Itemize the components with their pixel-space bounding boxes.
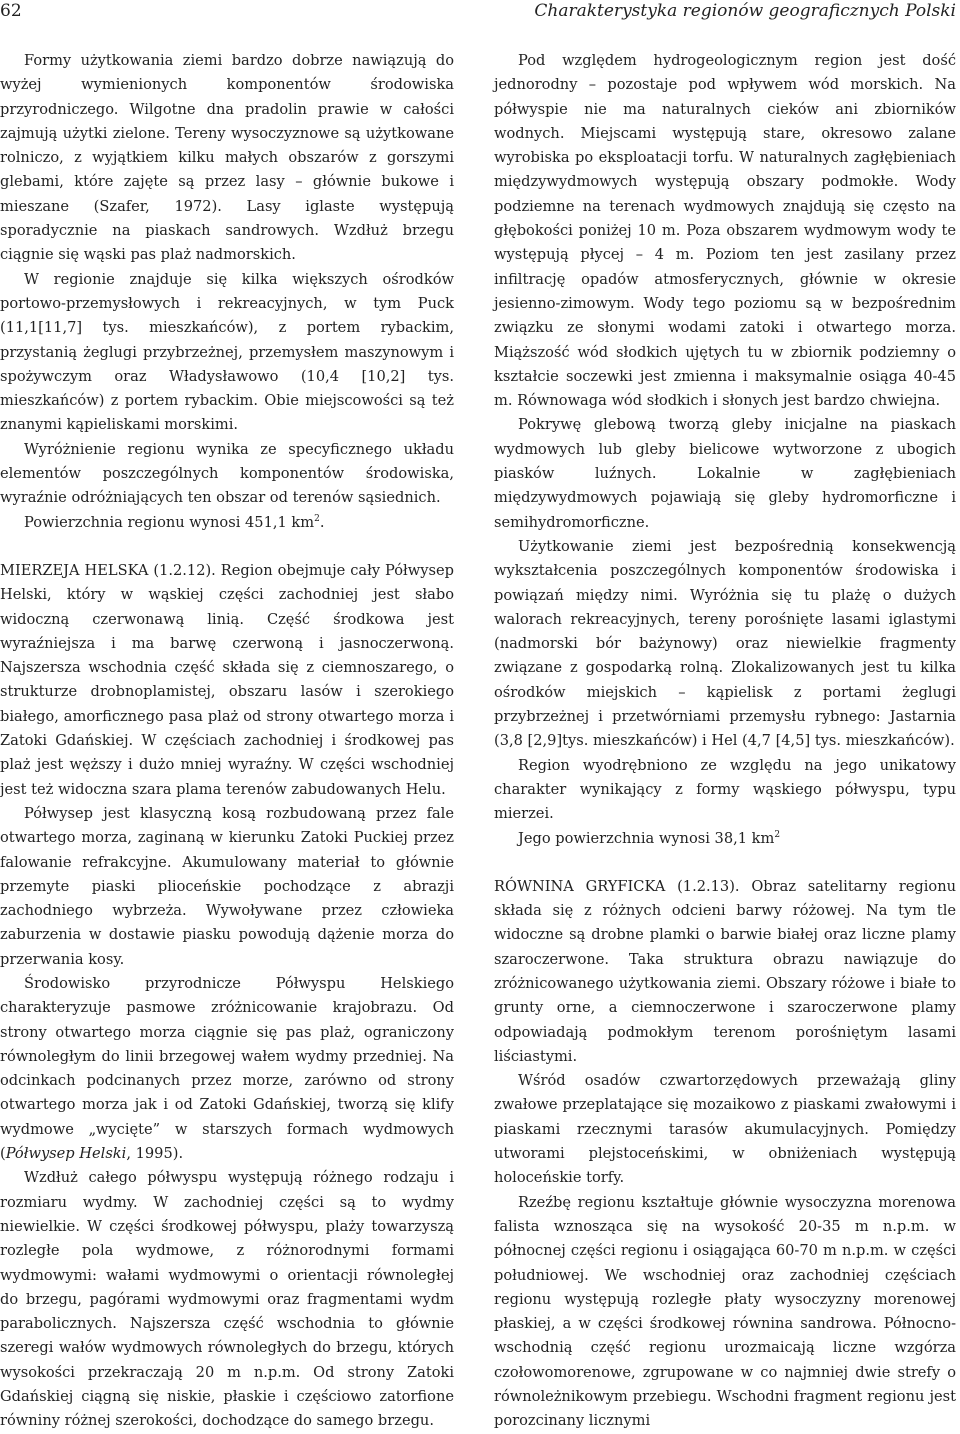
area-text: Powierzchnia regionu wynosi 451,1 km bbox=[24, 513, 315, 531]
paragraph: Rzeźbę regionu kształtuje głównie wysoczyzna morenowa falista wznosząca się na wysokość 20-35 m n.p.m. w północnej części regionu i osiągająca 60-70 m n.p.m. w części południowej. We wschodniej oraz zachodniej częściach regionu występują rozległe płaty wysoczyzny morenowej płaskiej, a w części środkowej równina sandrowa. Północno-wschodnią część regionu urozmaicają liczne wzgórza czołowomorenowe, zgrupowane w co najmniej dwie strefy o równoleżnikowym przebiegu. Wschodni fragment regionu jest porozcinany licznymi bbox=[494, 1193, 956, 1430]
area-period: . bbox=[319, 513, 325, 531]
paragraph-area bbox=[0, 511, 454, 535]
citation-title: Półwysep Helski bbox=[5, 1145, 127, 1163]
paragraph-text: Środowisko przyrodnicze Półwyspu Helskiego charakteryzuje pasmowe zróżnicowanie krajobrazu. Od strony otwartego morza ciągnie się pas plaż, ograniczony równoległym do linii brzegowej wałem wydmy przedniej. Na odcinkach podcinanych przez morze, zarówno od strony otwartego morza jak i od Zatoki Gdańskiej, tworzą się klify wydmowe „wycięte” w starszych formach wydmowych ( bbox=[0, 974, 454, 1163]
paragraph-with-citation bbox=[0, 972, 454, 1166]
paragraph: Pod względem hydrogeologicznym region jest dość jednorodny – pozostaje pod wpływem wód morskich. Na półwyspie nie ma naturalnych cieków ani zbiorników wodnych. Miejscami występują stare, okresowo zalane wyrobiska po eksploatacji torfu. W naturalnych zagłębieniach międzywydmowych występują obszary podmokłe. Wody podziemne na terenach wydmowych znajdują się często na głębokości poniżej 10 m. Poza obszarem wydmowym wody te występują płycej – 4 m. Poziom ten jest zasilany przez infiltrację opadów atmosferycznych, głównie w okresie jesienno-zimowym. Wody tego poziomu są w bezpośrednim związku ze słonymi wodami zatoki i otwartego morza. Miąższość wód słodkich ujętych tu w zbiornik podziemny o kształcie soczewki jest zmienna i maksymalnie osiąga 40-45 m. Równowaga wód słodkich i słonych jest bardzo chwiejna. bbox=[494, 52, 956, 410]
paragraph: W regionie znajduje się kilka większych ośrodków portowo-przemysłowych i rekreacyjnych, w tym Puck (11,1[11,7] tys. mieszkańców), z portem rybackim, przystanią żeglugi przybrzeżnej, przemysłem maszynowym i spożywczym oraz Władysławowo (10,4 [10,2] tys. mieszkańców) z portem rybackim. Obie miejscowości są też znanymi kąpieliskami morskimi. bbox=[0, 270, 454, 434]
right-column bbox=[494, 49, 956, 1434]
paragraph: Region wyodrębniono ze względu na jego unikatowy charakter wynikający z formy wąskiego półwyspu, typu mierzei. bbox=[494, 756, 956, 823]
area-superscript: 2 bbox=[774, 829, 781, 840]
page-header bbox=[0, 0, 960, 30]
paragraph: Wśród osadów czwartorzędowych przeważają gliny zwałowe przeplatające się mozaikowo z piaskami zwałowymi i piaskami rzecznymi tarasów akumulacyjnych. Pomiędzy utworami plejstoceńskimi, w obniżeniach występują holoceńskie torfy. bbox=[494, 1072, 956, 1187]
paragraph: Formy użytkowania ziemi bardzo dobrze nawiązują do wyżej wymienionych komponentów środowiska przyrodniczego. Wilgotne dna pradolin prawie w całości zajmują użytki zielone. Tereny wysoczyznowe są użytkowane rolniczo, z wyjątkiem kilku małych obszarów z gorszymi glebami, które zajęte są przez lasy – głównie bukowe i mieszane (Szafer, 1972). Lasy iglaste występują sporadycznie na piaskach sandrowych. Wzdłuż brzegu ciągnie się wąski pas plaż nadmorskich. bbox=[0, 52, 454, 264]
paragraph: Użytkowanie ziemi jest bezpośrednią konsekwencją wykształcenia poszczególnych komponentów środowiska i powiązań między nimi. Wyróżnia się tu plażę o dużych walorach rekreacyjnych, tereny porośnięte lasami iglastymi (nadmorski bór bażynowy) oraz niewielkie fragmenty związane z gospodarką rolną. Zlokalizowanych jest tu kilka ośrodków miejskich – kąpielisk z portami żeglugi przybrzeżnej i przetwórniami przemysłu rybnego: Jastarnia (3,8 [2,9]tys. mieszkańców) i Hel (4,7 [4,5] tys. mieszkańców). bbox=[494, 537, 956, 750]
paragraph: Pokrywę glebową tworzą gleby inicjalne na piaskach wydmowych lub gleby bielicowe wytworzone z ubogich piasków luźnych. Lokalnie w zagłębieniach międzywydmowych pojawiają się gleby hydromorficzne i semihydromorficzne. bbox=[494, 416, 956, 531]
paragraph-area bbox=[494, 827, 956, 851]
section-rownina-gryficka: RÓWNINA GRYFICKA (1.2.13). Obraz satelitarny regionu składa się z różnych odcieni barwy różowej. Na tym tle widoczne są drobne plamki o barwie białej oraz liczne plamy szaroczerwone. Taka struktura obrazu nawiązuje do zróżnicowanego użytkowania ziemi. Obszary różowe i białe to grunty orne, a ciemnoczerwone i szaroczerwone plamy odpowiadają podmokłym terenom porośniętym lasami liściastymi. bbox=[494, 877, 956, 1065]
running-title: Charakterystyka regionów geograficznych Polski bbox=[534, 1, 956, 21]
page-number: 62 bbox=[0, 1, 22, 21]
area-text: Jego powierzchnia wynosi 38,1 km bbox=[518, 829, 775, 847]
citation-year: , 1995). bbox=[126, 1145, 184, 1163]
section-mierzeja-helska: MIERZEJA HELSKA (1.2.12). Region obejmuje cały Półwysep Helski, który w wąskiej części zachodniej jest słabo widoczną czerwonawą linią. Część środkowa jest wyraźniejsza i ma barwę czerwoną i jasnoczerwoną. Najszersza wschodnia część składa się z ciemnoszarego, o strukturze drobnoplamistej, obszaru lasów i szerokiego białego, amorficznego pasa plaż od strony otwartego morza i Zatoki Gdańskiej. W częściach zachodniej i środkowej pas plaż jest węższy i dużo mniej wyraźny. W części wschodniej jest też widoczna szara plama terenów zabudowanych Helu. bbox=[0, 561, 454, 798]
paragraph: Wyróżnienie regionu wynika ze specyficznego układu elementów poszczególnych komponentów środowiska, wyraźnie odróżniających ten obszar od terenów sąsiednich. bbox=[0, 440, 454, 507]
paragraph: Wzdłuż całego półwyspu występują różnego rodzaju i rozmiaru wydmy. W zachodniej części są to wydmy niewielkie. W części środkowej półwyspu, plaży towarzyszą rozległe pola wydmowe, z różnorodnymi formami wydmowymi: wałami wydmowymi o orientacji równoległej do brzegu, pagórami wydmowymi oraz fragmentami wydm parabolicznych. Najszersza część wschodnia to głównie szeregi wałów wydmowych równoległych do brzegu, których wysokości przekraczają 20 m n.p.m. Od strony Zatoki Gdańskiej ciągną się niskie, płaskie i częściowo zatorfione równiny różnej szerokości, dochodzące do samego brzegu. bbox=[0, 1169, 454, 1430]
area-superscript: 2 bbox=[314, 513, 320, 524]
paragraph: Półwysep jest klasyczną kosą rozbudowaną przez fale otwartego morza, zaginaną w kierunku Zatoki Puckiej przez falowanie refrakcyjne. Akumulowany materiał to głównie przemyte piaski plioceńskie pochodzące z abrazji zachodniego wybrzeża. Wywoływane przez człowieka zaburzenia w dostawie piasku powodują dążenie morza do przerwania kosy. bbox=[0, 804, 454, 968]
left-column bbox=[0, 49, 454, 1434]
